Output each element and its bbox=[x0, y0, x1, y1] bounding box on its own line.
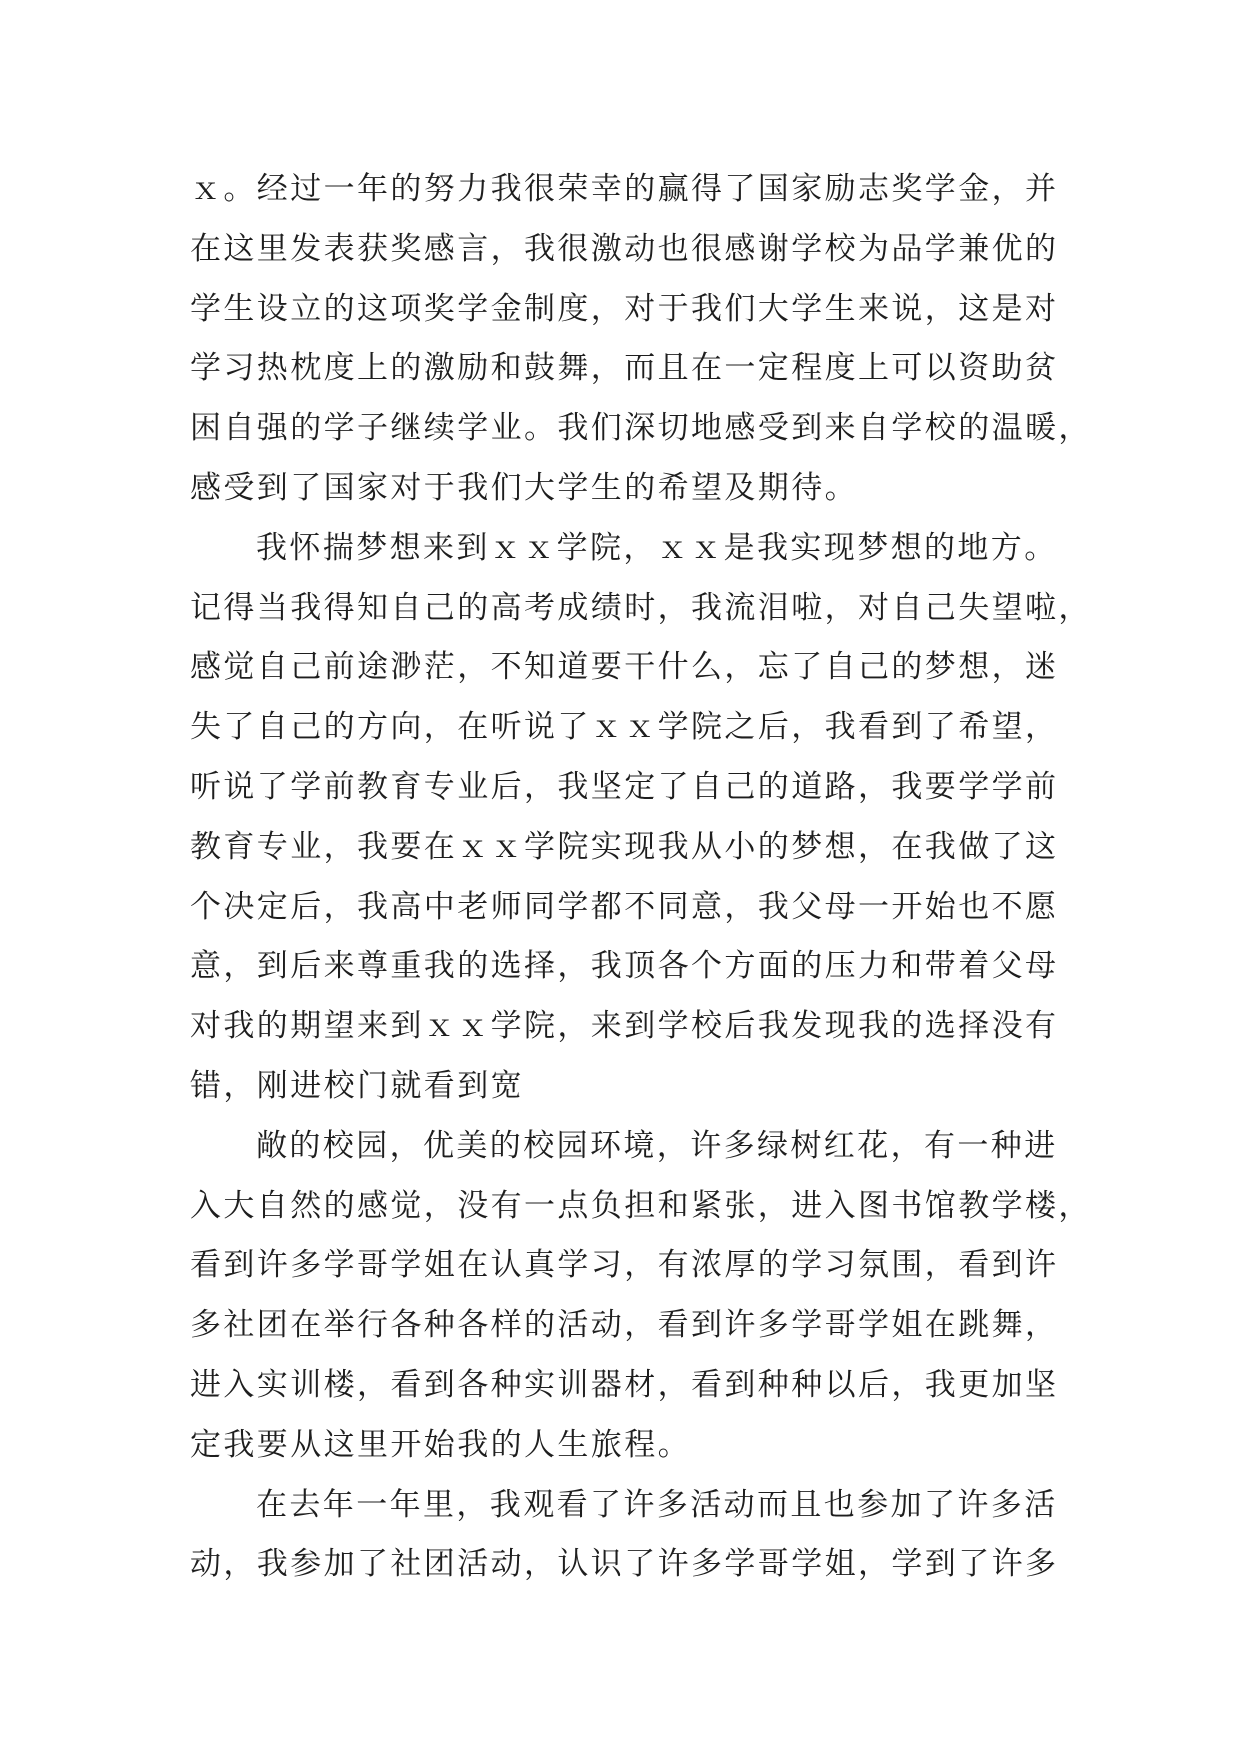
paragraph-dream bbox=[190, 519, 1090, 1117]
text-line: 意，到后来尊重我的选择，我顶各个方面的压力和带着父母 bbox=[190, 948, 1059, 985]
text-line: 教育专业，我要在ｘｘ学院实现我从小的梦想，在我做了这 bbox=[190, 828, 1059, 865]
text-line: 进入实训楼，看到各种实训器材，看到种种以后，我更加坚 bbox=[190, 1366, 1059, 1403]
text-line: 在这里发表获奖感言，我很激动也很感谢学校为品学兼优的 bbox=[190, 230, 1059, 267]
text-line: 在去年一年里，我观看了许多活动而且也参加了许多活 bbox=[256, 1486, 1058, 1523]
text-line: 我怀揣梦想来到ｘｘ学院，ｘｘ是我实现梦想的地方。 bbox=[256, 529, 1058, 566]
text-line: 听说了学前教育专业后，我坚定了自己的道路，我要学学前 bbox=[190, 768, 1059, 805]
document-body bbox=[190, 160, 1090, 1595]
paragraph-activities bbox=[190, 1476, 1090, 1596]
text-line: 个决定后，我高中老师同学都不同意，我父母一开始也不愿 bbox=[190, 888, 1059, 925]
text-line: 动，我参加了社团活动，认识了许多学哥学姐，学到了许多 bbox=[190, 1546, 1059, 1583]
paragraph-campus bbox=[190, 1117, 1090, 1476]
paragraph-scholarship bbox=[190, 160, 1090, 519]
text-line: 学生设立的这项奖学金制度，对于我们大学生来说，这是对 bbox=[190, 290, 1059, 327]
text-line: 敞的校园，优美的校园环境，许多绿树红花，有一种进 bbox=[256, 1127, 1058, 1164]
text-line: 入大自然的感觉，没有一点负担和紧张，进入图书馆教学楼， bbox=[190, 1187, 1092, 1224]
text-line: ｘ。经过一年的努力我很荣幸的赢得了国家励志奖学金，并 bbox=[190, 171, 1059, 207]
text-line: 对我的期望来到ｘｘ学院，来到学校后我发现我的选择没有 bbox=[190, 1008, 1059, 1045]
text-line: 感受到了国家对于我们大学生的希望及期待。 bbox=[190, 469, 858, 506]
text-line: 多社团在举行各种各样的活动，看到许多学哥学姐在跳舞， bbox=[190, 1307, 1059, 1344]
text-line: 感觉自己前途渺茫，不知道要干什么，忘了自己的梦想，迷 bbox=[190, 649, 1059, 686]
text-line: 定我要从这里开始我的人生旅程。 bbox=[190, 1426, 691, 1463]
text-line: 错，刚进校门就看到宽 bbox=[190, 1067, 524, 1104]
text-line: 困自强的学子继续学业。我们深切地感受到来自学校的温暖， bbox=[190, 410, 1092, 447]
text-line: 学习热枕度上的激励和鼓舞，而且在一定程度上可以资助贫 bbox=[190, 350, 1059, 387]
text-line: 记得当我得知自己的高考成绩时，我流泪啦，对自己失望啦， bbox=[190, 589, 1092, 626]
text-line: 看到许多学哥学姐在认真学习，有浓厚的学习氛围，看到许 bbox=[190, 1247, 1059, 1284]
text-line: 失了自己的方向，在听说了ｘｘ学院之后，我看到了希望， bbox=[190, 709, 1059, 746]
